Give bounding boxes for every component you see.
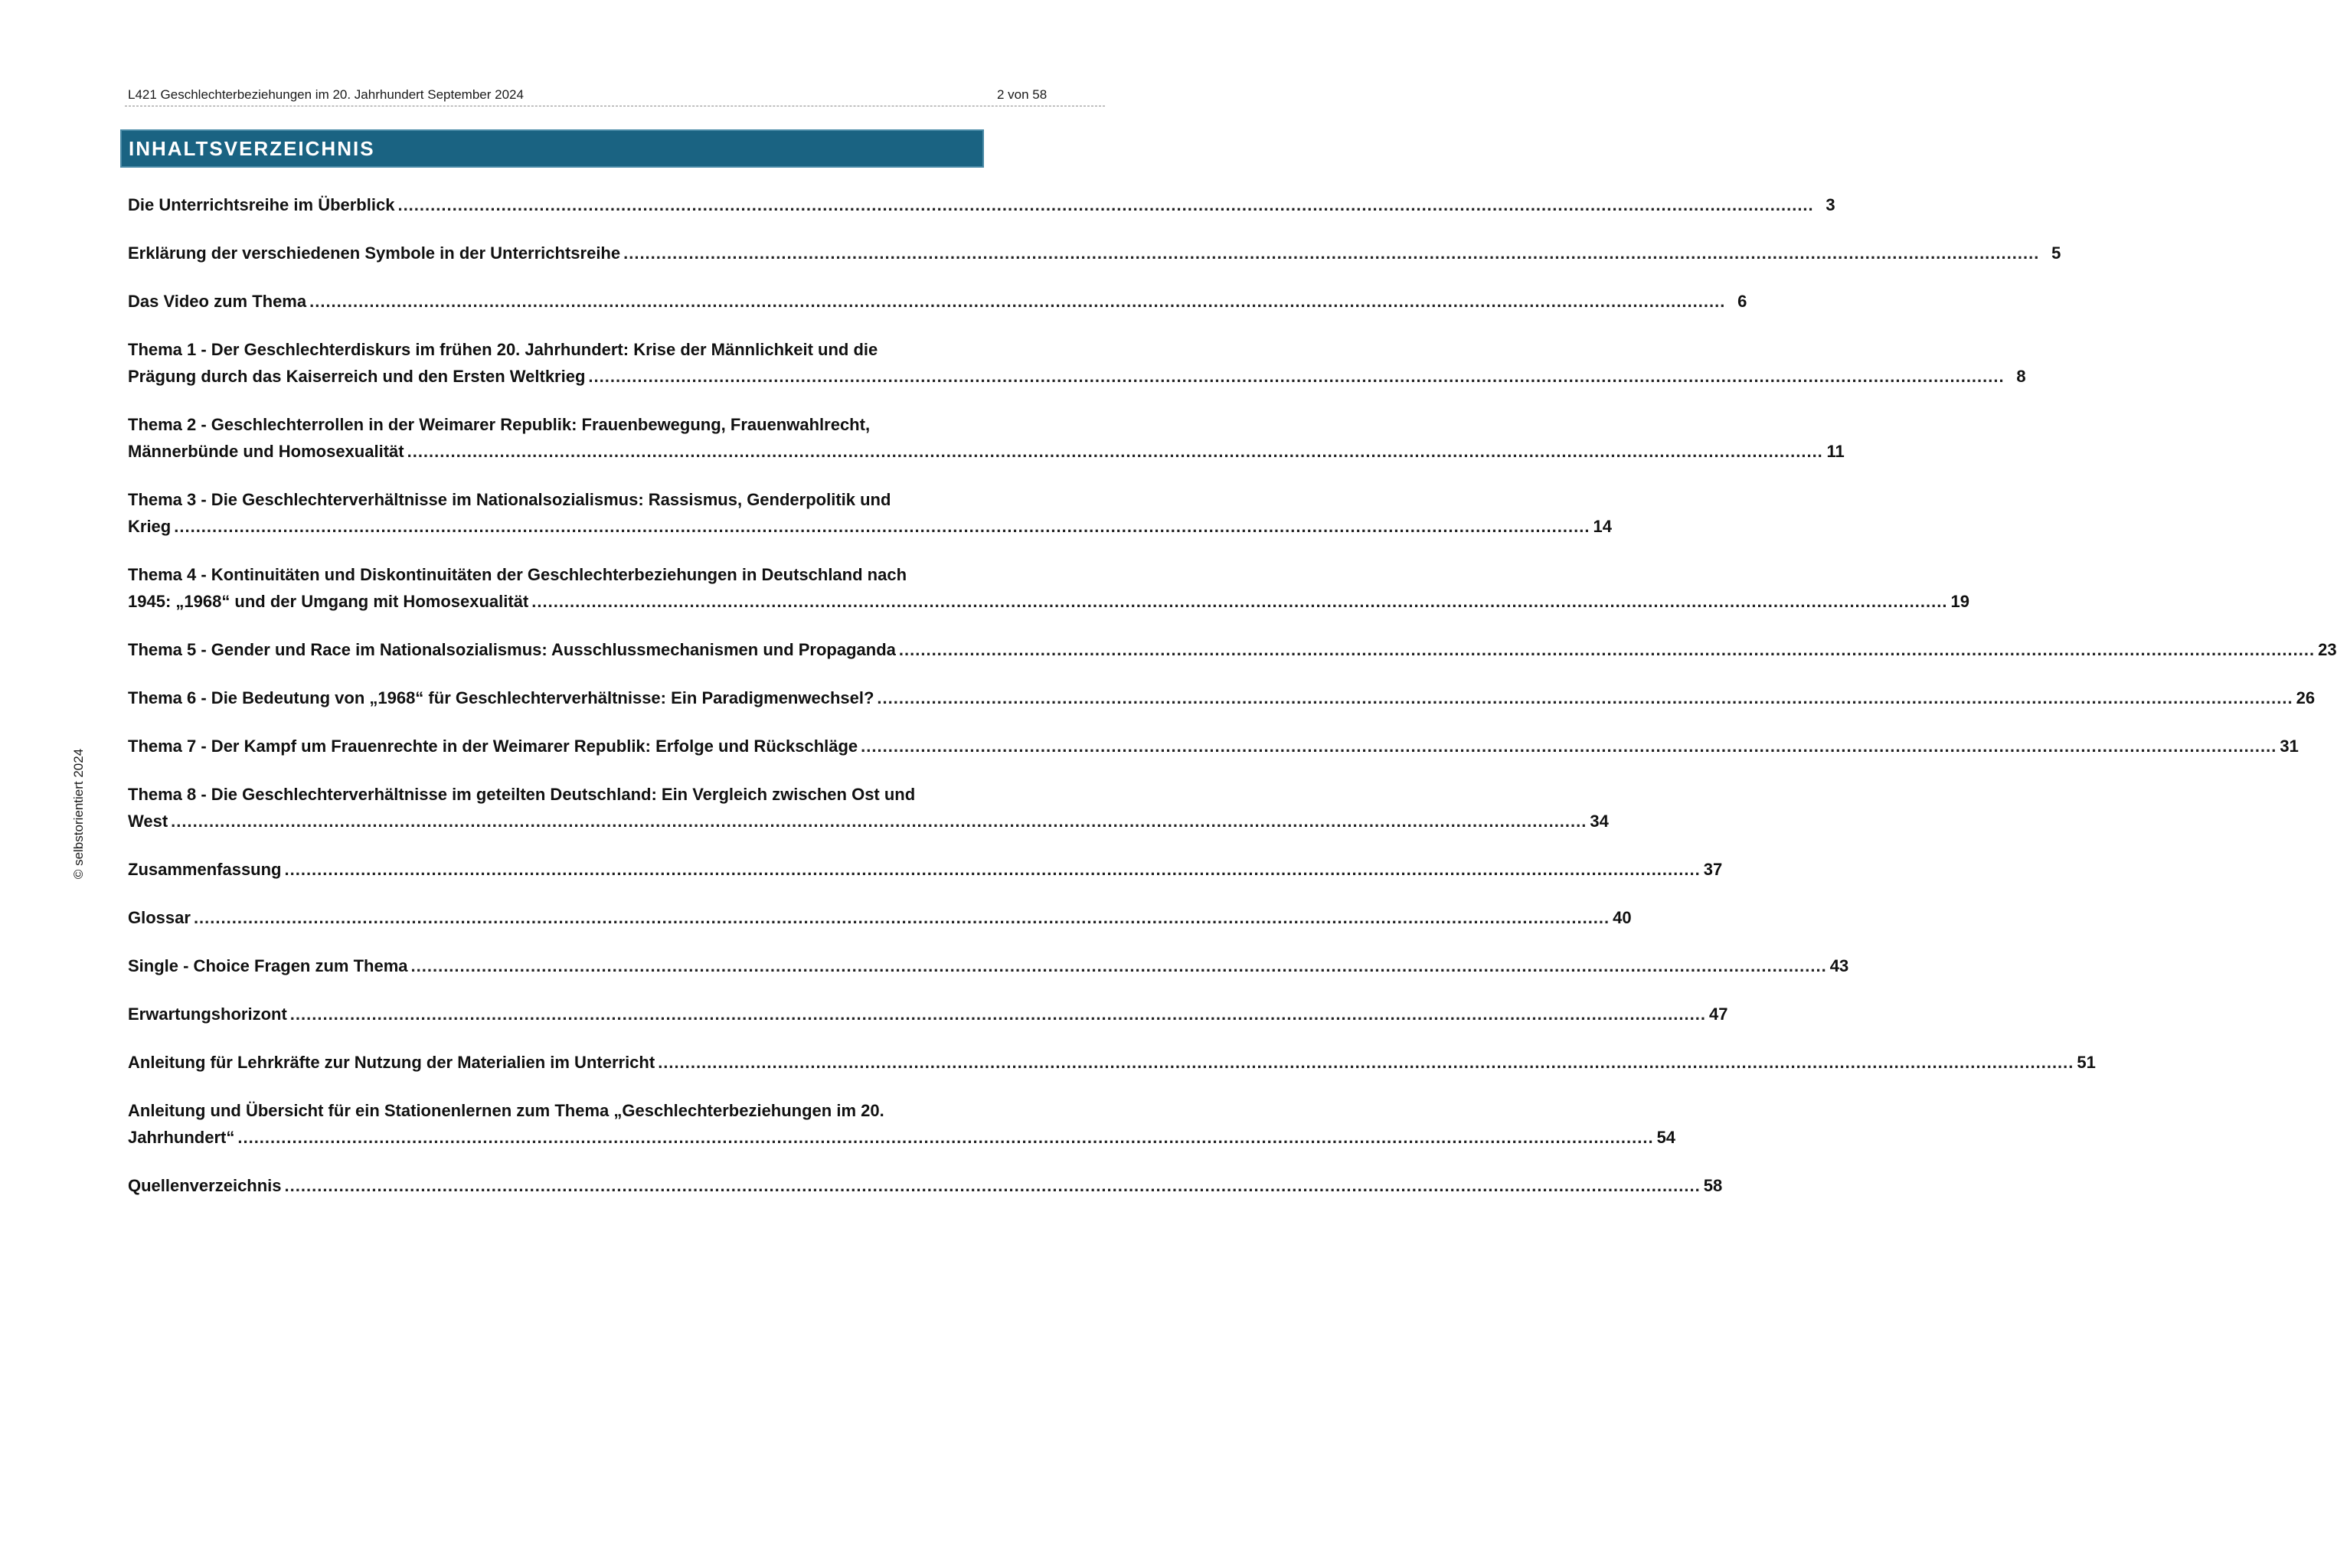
toc-entry-line [128,288,1747,315]
toc-entry-title: 1945: „1968“ und der Umgang mit Homosexualität [128,592,529,611]
toc-entry-line [128,1124,1676,1151]
toc-entry-title: Erklärung der verschiedenen Symbole in der Unterrichtsreihe [128,243,621,263]
toc-entry-line [128,856,1723,883]
toc-dot-leader: .................................................................................................................................................................................................................................................................... [588,367,2005,386]
toc-entry-line [128,240,2061,266]
toc-entry-line [128,952,1849,979]
toc-page-number: 14 [1593,517,1612,536]
toc-page-number: 19 [1950,592,1969,611]
toc-page-number: 3 [1825,195,1835,214]
toc-page-number: 47 [1708,1004,1728,1024]
page-indicator: 2 von 58 [997,87,1048,102]
toc-entry-title: Anleitung und Übersicht für ein Stationenlernen zum Thema „Geschlechterbeziehungen im 20. [128,1101,884,1120]
toc-entry-line [128,684,2316,711]
toc-entry-line [128,486,975,513]
toc-entry-line [128,191,1835,218]
toc-entry-title: Thema 3 - Die Geschlechterverhältnisse im Nationalsozialismus: Rassismus, Genderpolitik und [128,490,891,509]
toc-dot-leader: .................................................................................................................................................................................................................................................................... [284,1176,1701,1195]
toc-entry-line [128,513,1612,540]
toc-entry-line [128,363,2026,390]
toc-entry[interactable] [128,684,2316,711]
toc-entry-title: Männerbünde und Homosexualität [128,442,404,461]
toc-dot-leader: .................................................................................................................................................................................................................................................................... [877,688,2293,707]
toc-entry-line [128,411,975,438]
toc-dot-leader: .................................................................................................................................................................................................................................................................... [309,292,1726,311]
toc-page-number: 26 [2296,688,2316,707]
toc-entry-title: Thema 5 - Gender und Race im Nationalsozialismus: Ausschlussmechanismen und Propaganda [128,640,896,659]
toc-title: INHALTSVERZEICHNIS [120,129,984,168]
toc-entry-title: Thema 4 - Kontinuitäten und Diskontinuitäten der Geschlechterbeziehungen in Deutschland nach [128,565,907,584]
toc-entry-line [128,438,1845,465]
toc-entry-line [128,336,975,363]
toc-entry[interactable] [128,733,2299,760]
toc-dot-leader: .................................................................................................................................................................................................................................................................... [237,1128,1654,1147]
toc-entry-title: Thema 7 - Der Kampf um Frauenrechte in der Weimarer Republik: Erfolge und Rückschläge [128,737,858,756]
toc-dot-leader: .................................................................................................................................................................................................................................................................... [531,592,1948,611]
toc-entry[interactable] [128,904,1632,931]
toc-dot-leader: .................................................................................................................................................................................................................................................................... [898,640,2316,659]
toc-entry[interactable] [128,336,2026,390]
toc-page-number: 51 [2077,1053,2096,1072]
toc-page-number: 43 [1829,956,1849,975]
toc-page-number: 37 [1703,860,1723,879]
toc-dot-leader: .................................................................................................................................................................................................................................................................... [193,908,1610,927]
table-of-contents [128,191,2337,1220]
toc-entry-title: Anleitung für Lehrkräfte zur Nutzung der Materialien im Unterricht [128,1053,655,1072]
toc-entry[interactable] [128,636,2337,663]
toc-entry-line [128,733,2299,760]
toc-entry[interactable] [128,486,1612,540]
toc-entry-title: Prägung durch das Kaiserreich und den Ersten Weltkrieg [128,367,586,386]
toc-entry-title: Thema 1 - Der Geschlechterdiskurs im frühen 20. Jahrhundert: Krise der Männlichkeit und die [128,340,878,359]
toc-dot-leader: .................................................................................................................................................................................................................................................................... [171,812,1587,831]
toc-entry-title: Jahrhundert“ [128,1128,235,1147]
toc-entry-title: Glossar [128,908,191,927]
toc-dot-leader: .................................................................................................................................................................................................................................................................... [397,195,1814,214]
toc-dot-leader: .................................................................................................................................................................................................................................................................... [410,956,1827,975]
toc-entry-title: Zusammenfassung [128,860,282,879]
toc-entry[interactable] [128,561,1969,615]
toc-dot-leader: .................................................................................................................................................................................................................................................................... [623,243,2040,263]
toc-entry-title: Thema 2 - Geschlechterrollen in der Weimarer Republik: Frauenbewegung, Frauenwahlrecht, [128,415,871,434]
toc-entry-title: West [128,812,168,831]
toc-entry-line [128,561,975,588]
toc-entry[interactable] [128,1097,1676,1151]
toc-entry-line [128,1172,1723,1199]
toc-entry-line [128,1097,975,1124]
toc-entry[interactable] [128,288,1747,315]
toc-entry[interactable] [128,1172,1723,1199]
toc-page-number: 54 [1656,1128,1676,1147]
toc-entry[interactable] [128,191,1835,218]
toc-entry-title: Quellenverzeichnis [128,1176,282,1195]
toc-entry-line [128,588,1969,615]
toc-entry[interactable] [128,1049,2096,1076]
toc-entry-line [128,636,2337,663]
toc-page-number: 40 [1613,908,1632,927]
copyright-notice: © selbstorientiert 2024 [71,748,86,880]
toc-entry-line [128,781,975,808]
toc-page-number: 11 [1826,442,1845,461]
toc-entry[interactable] [128,781,1609,835]
toc-entry[interactable] [128,856,1723,883]
toc-entry[interactable] [128,411,1845,465]
toc-dot-leader: .................................................................................................................................................................................................................................................................... [174,517,1590,536]
toc-entry[interactable] [128,952,1849,979]
toc-entry-title: Thema 8 - Die Geschlechterverhältnisse im geteilten Deutschland: Ein Vergleich zwischen Ost und [128,785,916,804]
toc-entry-line [128,1049,2096,1076]
toc-entry-title: Krieg [128,517,172,536]
toc-dot-leader: .................................................................................................................................................................................................................................................................... [284,860,1701,879]
toc-dot-leader: .................................................................................................................................................................................................................................................................... [658,1053,2074,1072]
toc-page-number: 8 [2016,367,2026,386]
toc-dot-leader: .................................................................................................................................................................................................................................................................... [861,737,2277,756]
toc-dot-leader: .................................................................................................................................................................................................................................................................... [407,442,1823,461]
toc-entry-line [128,904,1632,931]
toc-page-number: 6 [1737,292,1747,311]
toc-entry[interactable] [128,240,2061,266]
toc-page-number: 58 [1703,1176,1723,1195]
toc-entry-title: Single - Choice Fragen zum Thema [128,956,408,975]
toc-page-number: 5 [2051,243,2061,263]
toc-entry-title: Das Video zum Thema [128,292,307,311]
toc-entry-title: Die Unterrichtsreihe im Überblick [128,195,395,214]
page-header [125,84,1105,106]
toc-page-number: 34 [1590,812,1609,831]
toc-entry-title: Erwartungshorizont [128,1004,287,1024]
header-title: L421 Geschlechterbeziehungen im 20. Jahrhundert September 2024 [128,87,524,102]
toc-entry-title: Thema 6 - Die Bedeutung von „1968“ für Geschlechterverhältnisse: Ein Paradigmenwechsel? [128,688,874,707]
toc-entry[interactable] [128,1001,1728,1027]
toc-dot-leader: .................................................................................................................................................................................................................................................................... [289,1004,1706,1024]
toc-page-number: 23 [2318,640,2337,659]
toc-page-number: 31 [2280,737,2299,756]
toc-entry-line [128,808,1609,835]
toc-entry-line [128,1001,1728,1027]
